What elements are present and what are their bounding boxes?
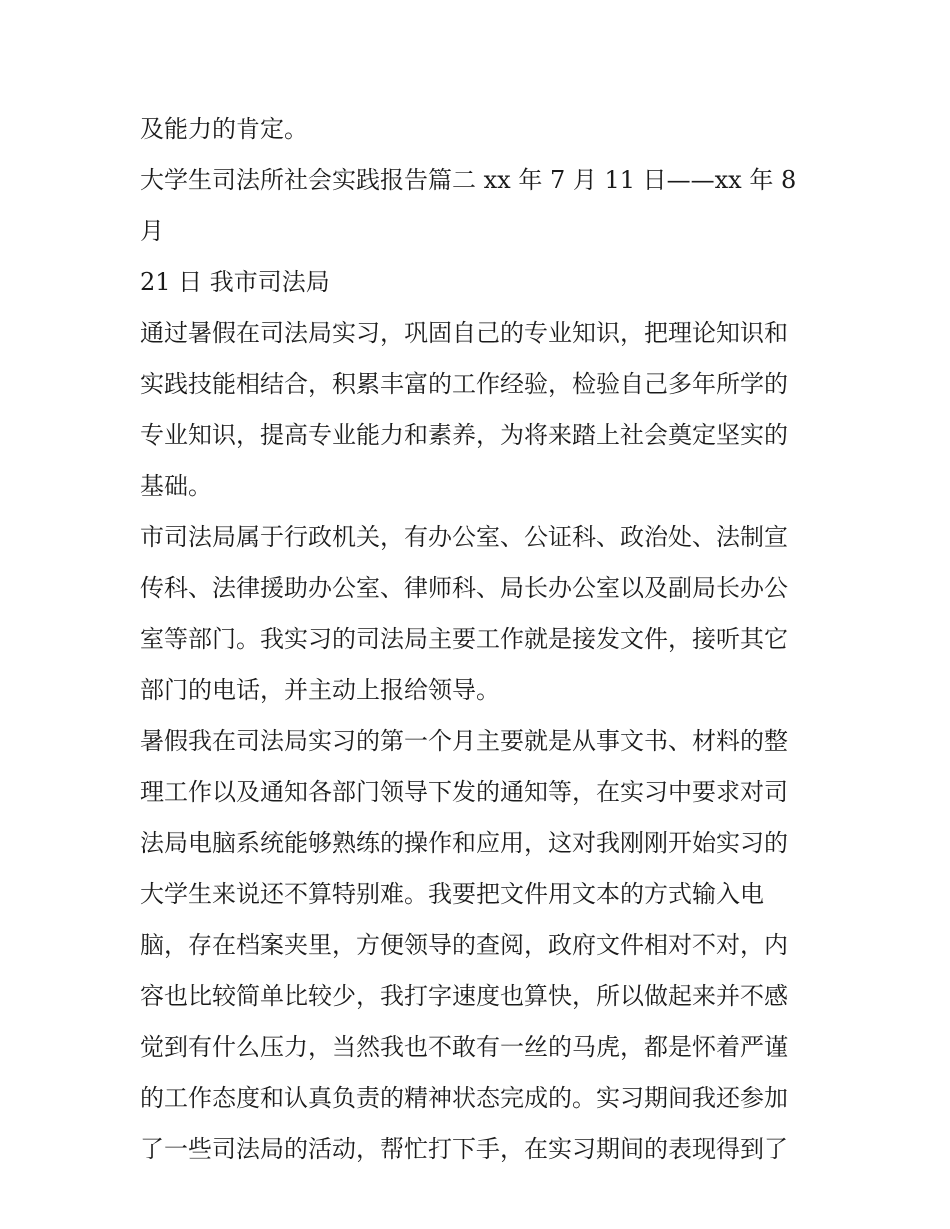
text-line: 及能力的肯定。 [140, 115, 308, 143]
text-line: 21 日 我市司法局 [140, 268, 330, 296]
text-line: 大学生来说还不算特别难。我要把文件用文本的方式输入电 [140, 880, 764, 908]
text-line: 暑假我在司法局实习的第一个月主要就是从事文书、材料的整 [140, 727, 788, 755]
paragraph-departments [140, 512, 820, 716]
text-line: 容也比较简单比较少，我打字速度也算快，所以做起来并不感 [140, 982, 788, 1010]
document-body [140, 104, 820, 1175]
text-line: 市司法局属于行政机关，有办公室、公证科、政治处、法制宣 [140, 523, 788, 551]
text-line: 通过暑假在司法局实习，巩固自己的专业知识，把理论知识和 [140, 319, 788, 347]
text-line: 理工作以及通知各部门领导下发的通知等，在实习中要求对司 [140, 778, 788, 806]
text-line: 大学生司法所社会实践报告篇二 xx 年 7 月 11 日——xx 年 8 月 [140, 166, 797, 245]
text-line: 实践技能相结合，积累丰富的工作经验，检验自己多年所学的 [140, 370, 788, 398]
text-line: 传科、法律援助办公室、律师科、局长办公室以及副局长办公 [140, 574, 788, 602]
text-line: 基础。 [140, 472, 212, 500]
text-line: 脑，存在档案夹里，方便领导的查阅，政府文件相对不对，内 [140, 931, 788, 959]
text-line: 法局电脑系统能够熟练的操作和应用，这对我刚刚开始实习的 [140, 829, 788, 857]
paragraph-internship-work [140, 716, 820, 1175]
text-line: 了一些司法局的活动，帮忙打下手，在实习期间的表现得到了 [140, 1135, 788, 1163]
paragraph-conclusion-end [140, 104, 820, 155]
text-line: 觉到有什么压力，当然我也不敢有一丝的马虎，都是怀着严谨 [140, 1033, 788, 1061]
text-line: 室等部门。我实习的司法局主要工作就是接发文件，接听其它 [140, 625, 788, 653]
paragraph-purpose [140, 308, 820, 512]
text-line: 的工作态度和认真负责的精神状态完成的。实习期间我还参加 [140, 1084, 788, 1112]
text-line: 专业知识，提高专业能力和素养，为将来踏上社会奠定坚实的 [140, 421, 788, 449]
text-line: 部门的电话，并主动上报给领导。 [140, 676, 500, 704]
paragraph-report-heading [140, 155, 820, 308]
